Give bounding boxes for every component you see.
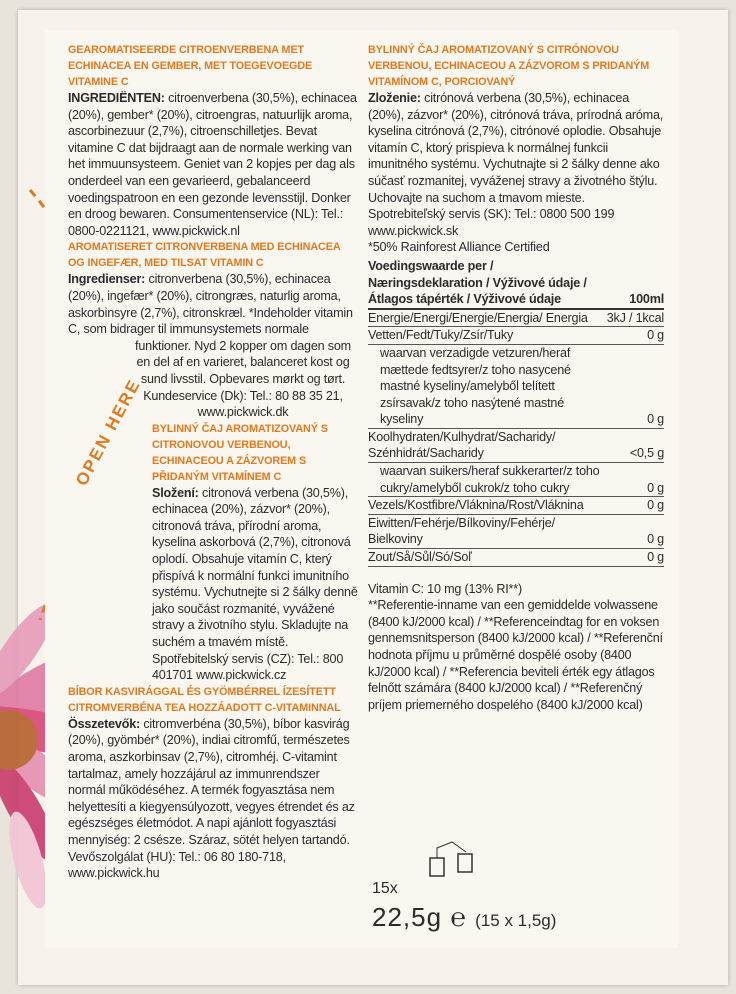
- nutrition-value: 0 g: [601, 549, 664, 567]
- nutrition-label: Eiwitten/Fehérje/Bílkoviny/Fehérje/ Bielkoviny: [368, 514, 601, 548]
- nutrition-row: [368, 309, 664, 327]
- nl-heading: GEAROMATISEERDE CITROENVERBENA MET ECHINACEA EN GEMBER, MET TOEGEVOEGDE VITAMINE C: [68, 44, 313, 88]
- net-weight: 22,5g ℮ (15 x 1,5g): [372, 902, 557, 932]
- weight-detail: (15 x 1,5g): [475, 911, 557, 930]
- cz-ingredients: Složení: citronová verbena (30,5%), echinacea (20%), zázvor* (20%), citronová tráva, přírodní aroma, kyselina askorbová (2,7%), citronová oplodí. Obsahuje vitamín C, který přispívá k normální funkci imunitního systému. Vychutnejte si 2 šálky denně jako součást rozmanité, vyvážené stravy a životního stylu. Skladujte na suchém a tmavém místě. Spotřebitelský servis (CZ): Tel.: 800 401701 www.pickwick.cz: [152, 485, 358, 683]
- nutrition-label: Zout/Så/Sůl/Só/Soľ: [368, 549, 601, 567]
- nutrition-row: [368, 549, 664, 567]
- teabag-icon: [422, 840, 482, 890]
- sk-ingredients: Zloženie: citrónová verbena (30,5%), echinacea (20%), zázvor* (20%), citrónová tráva, prírodná aróma, kyselina citrónová (2,7%), citrónové oplodie. Obsahuje vitamín C, ktorý prispieva k normálnej funkcii imunitného systému. Vychutnajte si 2 šálky denne ako súčasť rozmanitej, vyváženej stravy a životného štýlu. Uchovajte na suchom a tmavom mieste. Spotrebiteľský servis (SK): Tel.: 0800 500 199 www.pickwick.sk: [368, 91, 664, 238]
- right-column: [368, 42, 664, 713]
- nutrition-value: 0 g: [601, 514, 664, 548]
- nutrition-label: waarvan suikers/heraf sukkerarter/z toho cukry/amelyből cukrok/z toho cukry: [368, 463, 601, 497]
- nutrition-label: Energie/Energi/Energie/Energia/ Energia: [368, 309, 601, 327]
- nutrition-value: 0 g: [601, 497, 664, 515]
- cz-heading: BYLINNÝ ČAJ AROMATIZOVANÝ S CITRONOVOU VERBENOU, ECHINACEOU A ZÁZVOREM S PŘIDANÝM VITAMÍNEM C: [152, 422, 328, 483]
- nutrition-row: [368, 514, 664, 548]
- nutrition-label: Koolhydraten/Kulhydrat/Sacharidy/ Szénhidrát/Sacharidy: [368, 428, 601, 462]
- vitamin-c: Vitamin C: 10 mg (13% RI**): [368, 581, 522, 596]
- nutrition-row: [368, 344, 664, 428]
- sk-heading: BYLINNÝ ČAJ AROMATIZOVANÝ S CITRÓNOVOU VERBENOU, ECHINACEOU A ZÁZVOROM S PRIDANÝM VITAMÍNOM C, PORCIOVANÝ: [368, 44, 650, 88]
- left-column: [68, 42, 358, 882]
- bag-count: 15x: [372, 880, 398, 897]
- open-here-label[interactable]: OPEN HERE: [72, 375, 145, 489]
- dk-ingredients: Ingredienser: citronverbena (30,5%), echinacea (20%), ingefær* (20%), citrongræs, naturlig aroma, askorbinsyre (2,7%), citronskræl. *Indeholder vitamin C, som bidrager til immunsystemets normale: [68, 272, 353, 337]
- nutrition-value: 0 g: [601, 327, 664, 345]
- nutrition-row: [368, 463, 664, 497]
- nutrition-table: [368, 258, 664, 567]
- hu-heading: BÍBOR KASVIRÁGGAL ÉS GYÖMBÉRREL ÍZESÍTETT CITROMVERBÉNA TEA HOZZÁADOTT C-VITAMINNAL: [68, 685, 341, 714]
- nutrition-label: Vezels/Kostfibre/Vláknina/Rost/Vláknina: [368, 497, 601, 515]
- nutrition-value: 0 g: [601, 463, 664, 497]
- rainforest-note: *50% Rainforest Alliance Certified: [368, 240, 550, 255]
- nutrition-row: [368, 327, 664, 345]
- nutrition-value: 0 g: [601, 344, 664, 428]
- hu-ingredients: Összetevők: citromverbéna (30,5%), bíbor kasvirág (20%), gyömbér* (20%), indiai citromfű, természetes aroma, aszkorbinsav (2,7%), citromhéj. C-vitamint tartalmaz, amely hozzájárul az immunrendszer normál működéséhez. A termék fogyasztása nem helyettesíti a kiegyensúlyozott, vegyes étrendet és az egészséges életmódot. A napi ajánlott fogyasztási mennyiség: 2 csésze. Száraz, sötét helyen tartandó. Vevőszolgálat (HU): Tel.: 06 80 180-718, www.pickwick.hu: [68, 716, 355, 881]
- pack-info: [372, 880, 672, 933]
- dk-heading: AROMATISERET CITRONVERBENA MED ECHINACEA OG INGEFÆR, MED TILSAT VITAMIN C: [68, 241, 341, 270]
- nl-ingredients: INGREDIËNTEN: citroenverbena (30,5%), echinacea (20%), gember* (20%), citroengras, natuurlijk aroma, ascorbinezuur (2,7%), citroenschilletjes. Bevat vitamine C dat bijdraagt aan de normale werking van het immuunsysteem. Geniet van 2 kopjes per dag als onderdeel van een gevarieerd, gebalanceerd voedingspatroon en een gezonde levensstijl. Donker en droog bewaren. Consumentenservice (NL): Tel.: 0800-0221121, www.pickwick.nl: [68, 91, 357, 238]
- nutrition-value: 3kJ / 1kcal: [601, 309, 664, 327]
- nutrition-per: 100ml: [601, 258, 664, 309]
- nutrition-label: Vetten/Fedt/Tuky/Zsír/Tuky: [368, 327, 601, 345]
- nutrition-value: <0,5 g: [601, 428, 664, 462]
- nutrition-title: Voedingswaarde per / Næringsdeklaration / Výživové údaje / Átlagos tápérték / Výživové údaje: [368, 258, 601, 309]
- nutrition-label: waarvan verzadigde vetzuren/heraf mættede fedtsyrer/z toho nasycené mastné kyseliny/amelyből telített zsírsavak/z toho nasýtené mastné kyseliny: [368, 344, 601, 428]
- ri-note: **Referentie-inname van een gemiddelde volwassene (8400 kJ/2000 kcal) / **Referenceindtag for en voksen gennemsnitsperson (8400 kJ/2000 kcal) / **Referenční hodnota příjmu u průměrné dospělé osoby (8400 kJ/2000 kcal) / **Referencia beviteli érték egy átlagos felnőtt számára (8400 kJ/2000 kcal) / **Referenčný príjem priemerného dospelého (8400 kJ/2000 kcal): [368, 598, 663, 712]
- nutrition-header-row: [368, 258, 664, 309]
- nutrition-row: [368, 497, 664, 515]
- cz-block: [68, 421, 358, 684]
- estimated-sign: ℮: [450, 902, 467, 932]
- dk-continued: funktioner. Nyd 2 kopper om dagen som en del af en varieret, balanceret kost og sund livsstil. Opbevares mørkt og tørt. Kundeservice (Dk): Tel.: 80 88 35 21, www.pickwick.dk: [135, 338, 351, 420]
- nutrition-row: [368, 428, 664, 462]
